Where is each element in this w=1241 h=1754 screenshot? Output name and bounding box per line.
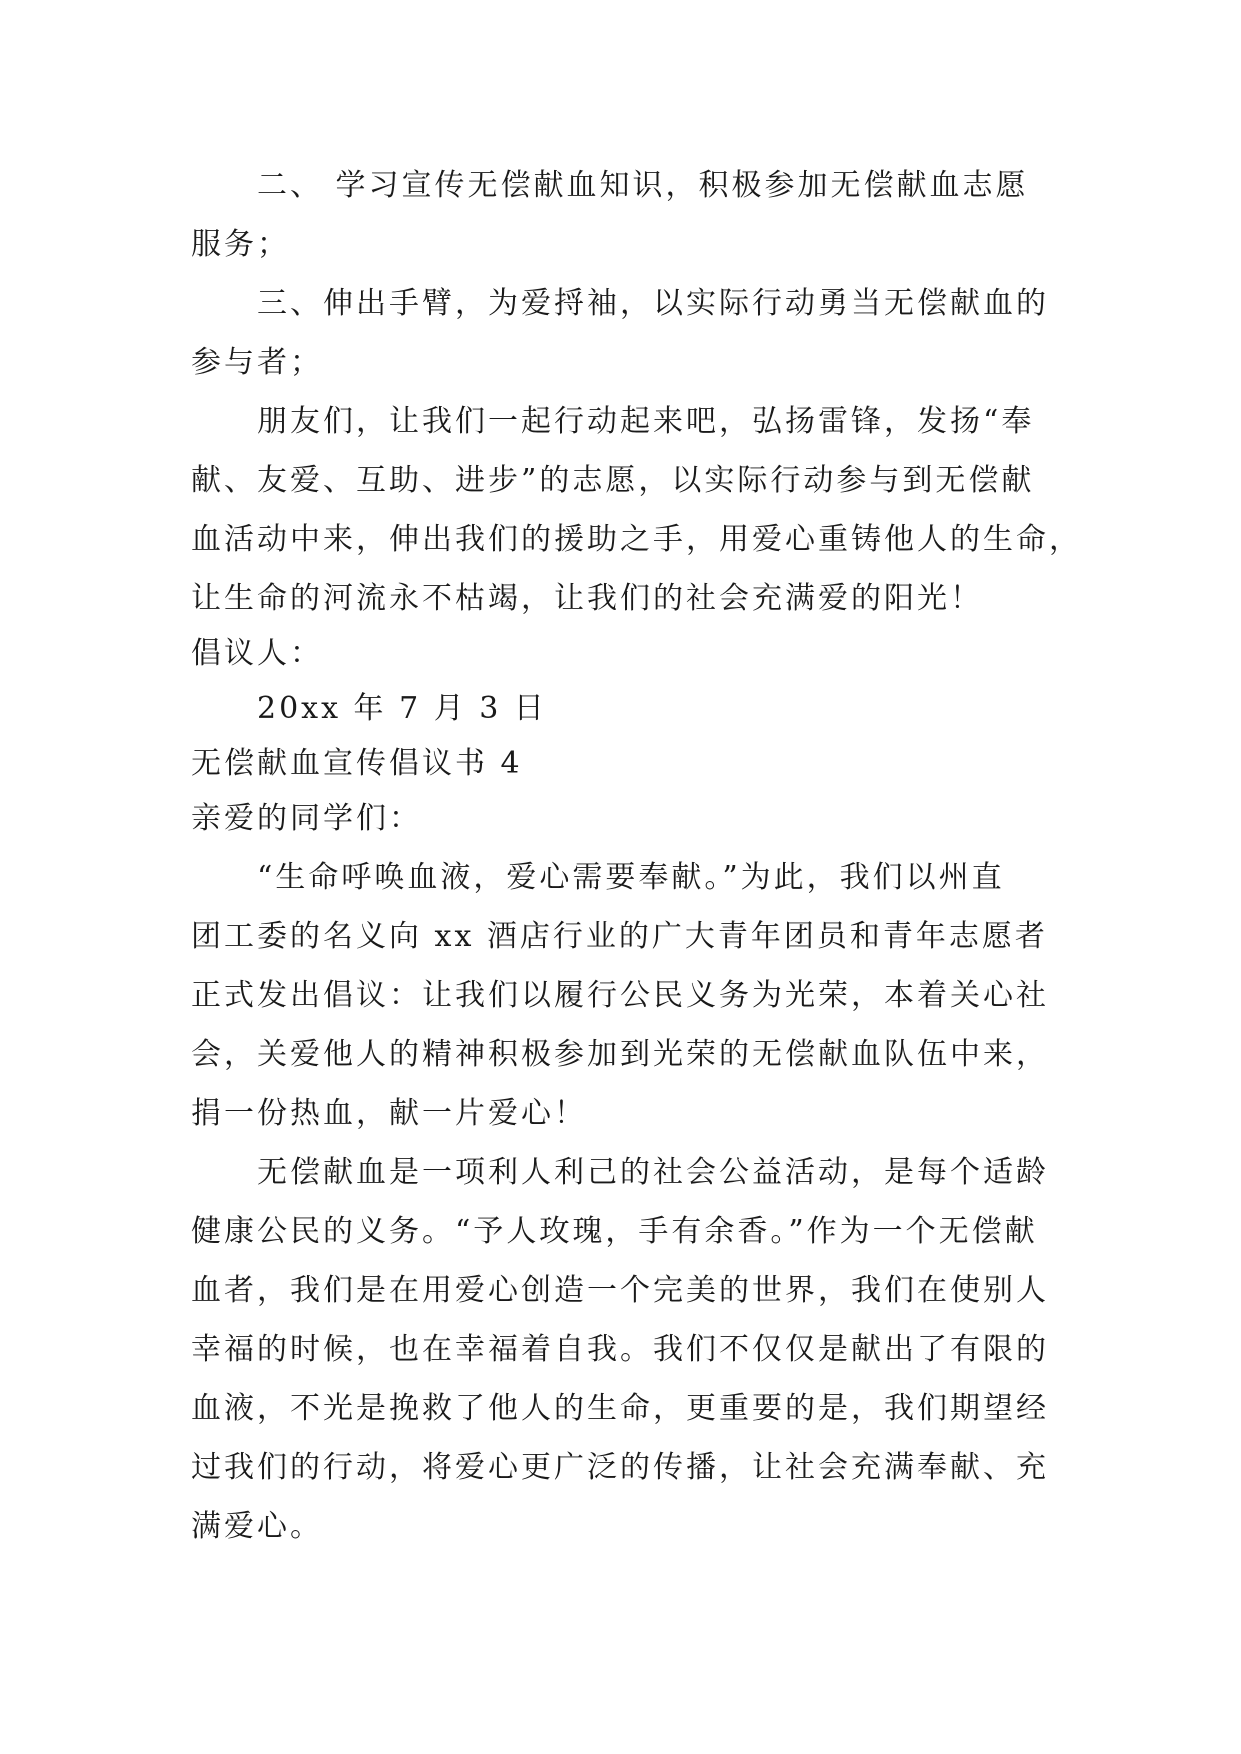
text-line: 无偿献血是一项利人利己的社会公益活动，是每个适龄 — [257, 1155, 1049, 1190]
text-line: 血液，不光是挽救了他人的生命，更重要的是，我们期望经 — [191, 1391, 1049, 1426]
text-line: 满爱心。 — [191, 1509, 323, 1544]
text-line: 参与者； — [191, 345, 323, 380]
text-line: 献、友爱、互助、进步”的志愿，以实际行动参与到无偿献 — [191, 463, 1035, 498]
text-line: 过我们的行动，将爱心更广泛的传播，让社会充满奉献、充 — [191, 1450, 1049, 1485]
text-line: 捐一份热血，献一片爱心！ — [191, 1096, 587, 1131]
section-title: 无偿献血宣传倡议书 4 — [191, 746, 523, 781]
text-line: 服务； — [191, 227, 290, 262]
signatory-label: 倡议人： — [191, 636, 323, 671]
text-line: 健康公民的义务。“予人玫瑰，手有余香。”作为一个无偿献 — [191, 1214, 1038, 1249]
text-line: 血活动中来，伸出我们的援助之手，用爱心重铸他人的生命， — [191, 522, 1082, 557]
text-line: 三、伸出手臂，为爱捋袖，以实际行动勇当无偿献血的 — [257, 286, 1049, 321]
text-line: 正式发出倡议：让我们以履行公民义务为光荣，本着关心社 — [191, 978, 1049, 1013]
salutation: 亲爱的同学们： — [191, 801, 422, 836]
text-line: “生命呼唤血液，爱心需要奉献。”为此，我们以州直 — [257, 860, 1005, 895]
text-line: 团工委的名义向 xx 酒店行业的广大青年团员和青年志愿者 — [191, 919, 1048, 954]
date-line: 20xx 年 7 月 3 日 — [257, 691, 547, 726]
text-line: 朋友们，让我们一起行动起来吧，弘扬雷锋，发扬“奉 — [257, 404, 1035, 439]
text-line: 幸福的时候，也在幸福着自我。我们不仅仅是献出了有限的 — [191, 1332, 1049, 1367]
text-line: 会，关爱他人的精神积极参加到光荣的无偿献血队伍中来， — [191, 1037, 1049, 1072]
text-line: 让生命的河流永不枯竭，让我们的社会充满爱的阳光！ — [191, 581, 983, 616]
text-line: 二、 学习宣传无偿献血知识，积极参加无偿献血志愿 — [257, 168, 1029, 203]
text-line: 血者，我们是在用爱心创造一个完美的世界，我们在使别人 — [191, 1273, 1049, 1308]
